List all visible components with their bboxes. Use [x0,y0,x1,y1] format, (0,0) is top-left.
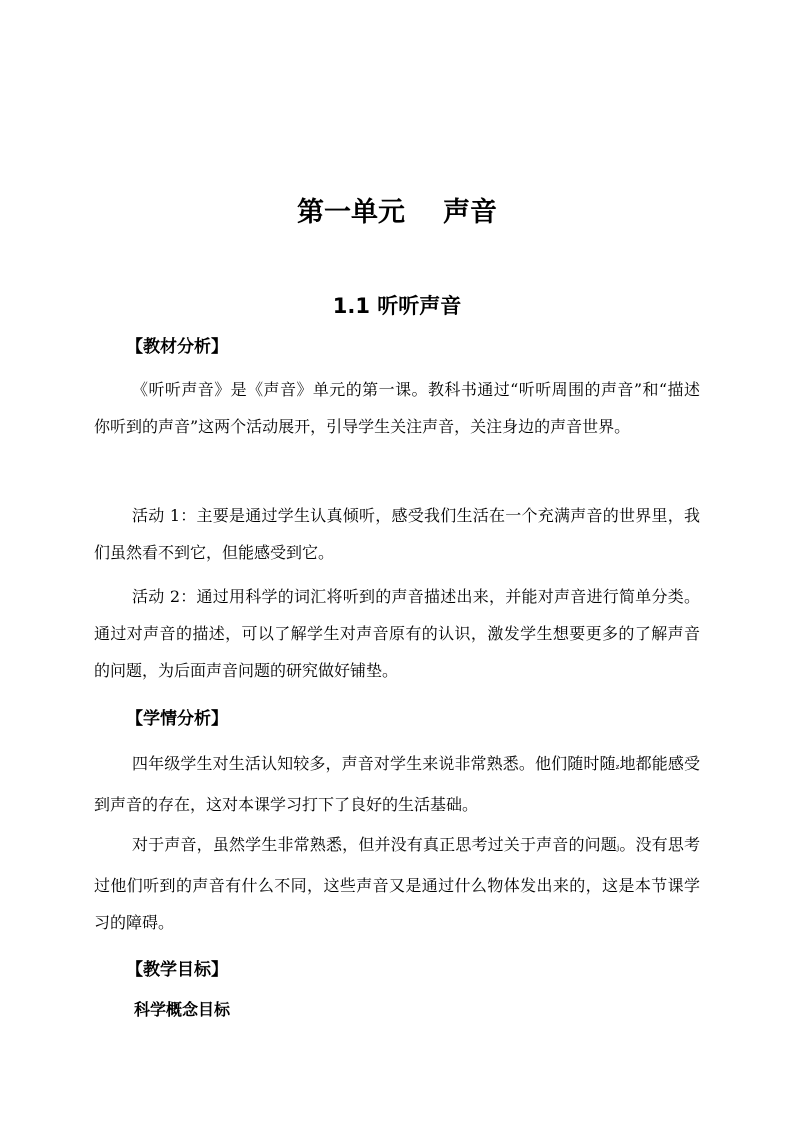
lesson-title: 1.1 听听声音 [332,294,462,318]
subheading-science-concept-goals: 科学概念目标 [134,1000,231,1019]
paragraph-student-analysis-2-main: 对于声音，虽然学生非常熟悉，但并没有真正思考过关于声音的问题 [132,835,617,854]
section-heading-student-analysis: 【学情分析】 [126,709,228,729]
unit-title [0,193,794,233]
stray-mark-z: z [615,763,620,771]
unit-title-number: 第一单元 [297,197,405,228]
paragraph-student-analysis-1 [94,745,700,823]
paragraph-student-analysis-2 [94,826,700,941]
section-heading-textbook-analysis: 【教材分析】 [126,337,228,357]
unit-title-name: 声音 [443,197,497,228]
paragraph-textbook-analysis-1: 《听听声音》是《声音》单元的第一课。教科书通过“听听周围的声音”和“描述你听到的声音”这两个活动展开，引导学生关注声音，关注身边的声音世界。 [94,380,700,436]
paragraph-activity-1: 活动 1：主要是通过学生认真倾听，感受我们生活在一个充满声音的世界里，我们虽然看不到它，但能感受到它。 [94,506,700,562]
section-heading-teaching-goals: 【教学目标】 [126,960,228,980]
paragraph-activity-2: 活动 2：通过用科学的词汇将听到的声音描述出来，并能对声音进行简单分类。通过对声音的描述，可以了解学生对声音原有的认识，激发学生想要更多的了解声音的问题，为后面声音问题的研究做好铺垫。 [94,587,700,680]
paragraph-student-analysis-2-rest: 。没有思考过他们听到的声音有什么不同，这些声音又是通过什么物体发出来的，这是本节课学习的障碍。 [94,835,700,932]
paragraph-student-analysis-1-main: 四年级学生对生活认知较多，声音对学生来说非常熟悉。他们随时随 [132,754,616,773]
paragraph-student-analysis-1-rest: 地都能感受到声音的存在，这对本课学习打下了良好的生活基础。 [94,754,700,814]
stray-mark-j: j [616,844,620,852]
